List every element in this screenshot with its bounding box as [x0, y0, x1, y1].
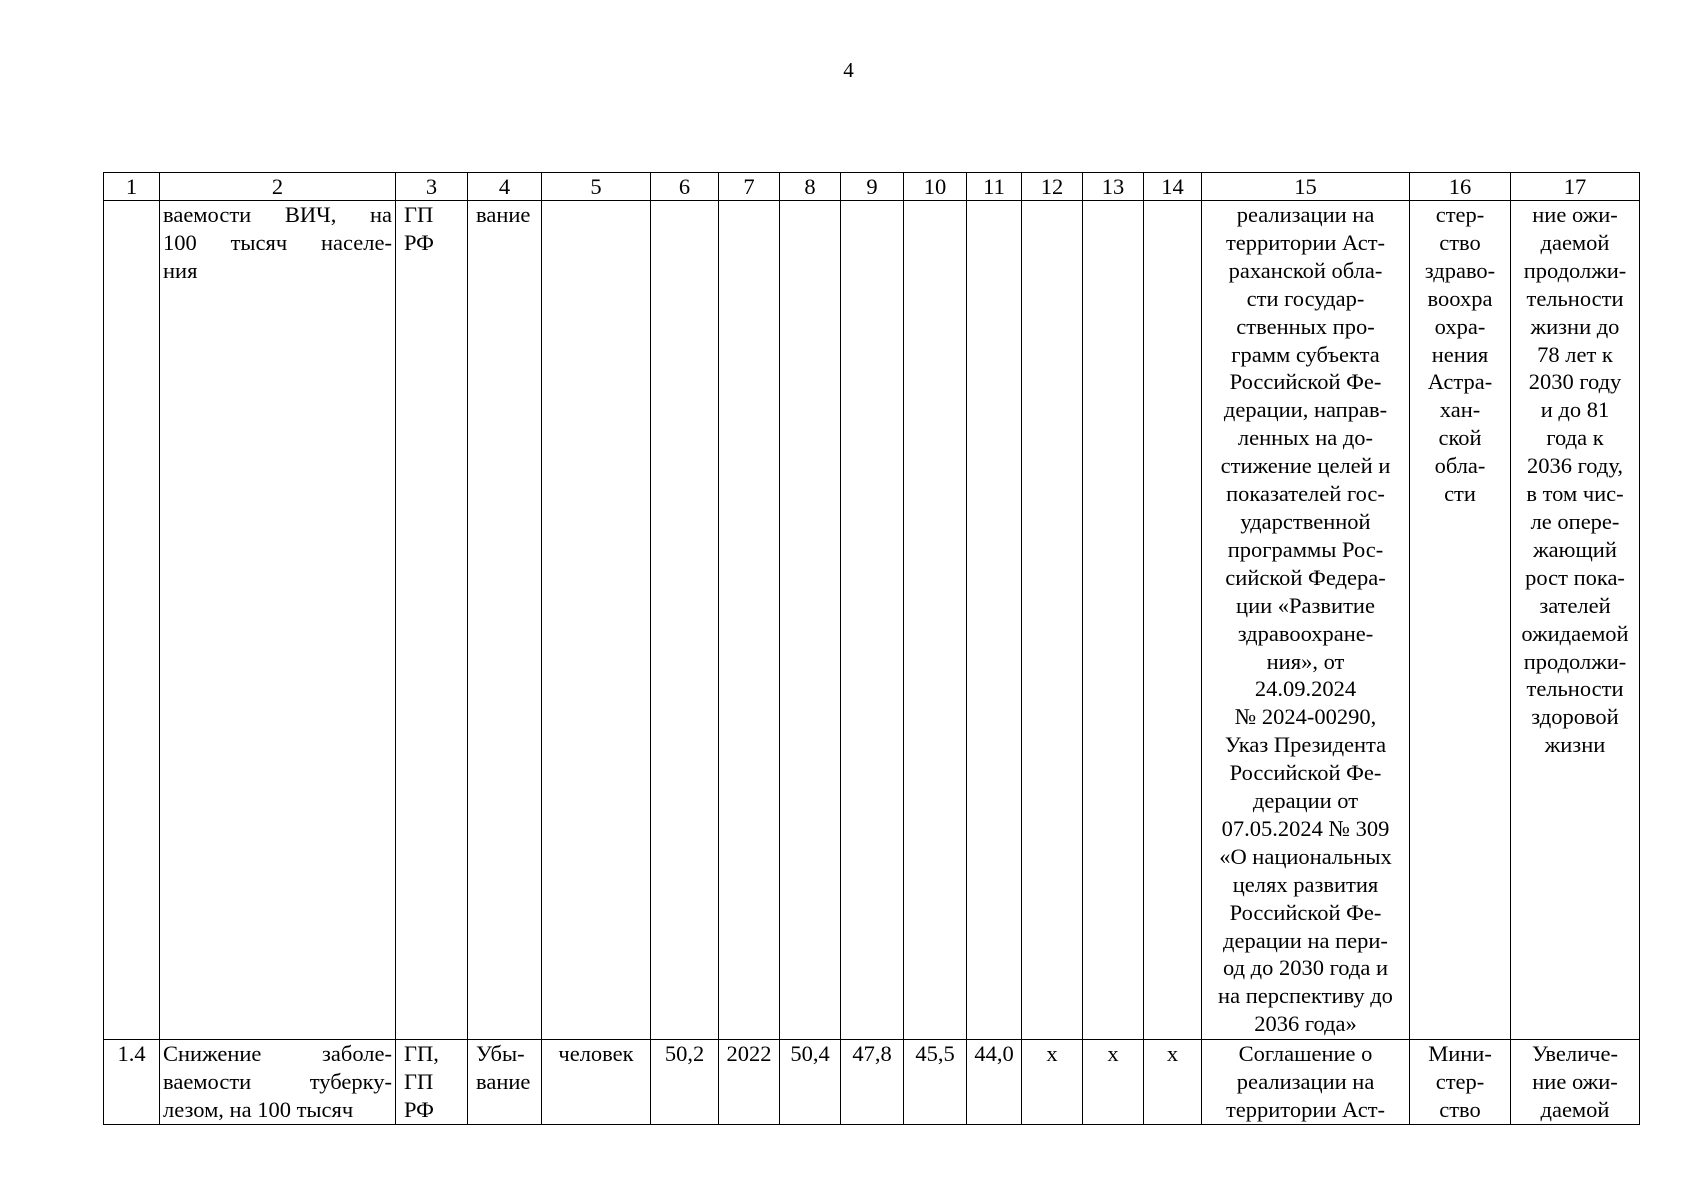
cell-text-line: показателей гос-	[1226, 481, 1385, 507]
col-number-cell: 2	[160, 173, 396, 201]
cell-text-line: жизни до	[1530, 313, 1620, 339]
cell-text-line: од до 2030 года и	[1223, 955, 1388, 981]
cell-text-line: жающий	[1533, 536, 1617, 562]
cell-text-line: хан-	[1439, 397, 1481, 423]
cell-text-line: сти государ-	[1246, 285, 1365, 311]
responsible-cell	[1410, 1040, 1511, 1125]
table-cell	[542, 201, 651, 1040]
page-number: 4	[843, 58, 854, 82]
cell-text-line: Мини-	[1428, 1041, 1492, 1066]
cell-text-line: ленных на до-	[1237, 425, 1374, 451]
year-cell	[719, 1040, 780, 1125]
table-cell	[396, 201, 468, 1040]
cell-text-line: здоровой	[1531, 704, 1619, 730]
table-cell	[396, 1040, 468, 1125]
cell-text-line: 2036 году,	[1527, 453, 1623, 479]
col-number-cell: 5	[542, 173, 651, 201]
cell-text-line: дерации, направ-	[1223, 397, 1388, 423]
table-cell	[967, 201, 1022, 1040]
cell-text-line: ство	[1439, 229, 1481, 255]
cell-text-line: 100 тысяч населе-	[163, 229, 392, 255]
col-number-cell: 13	[1083, 173, 1144, 201]
cell-text-line: вание	[476, 1068, 531, 1094]
cell-text-line: обла-	[1434, 453, 1486, 479]
cell-text-line: 78 лет к	[1537, 341, 1613, 367]
cell-text-line: ваемости туберку-	[163, 1068, 392, 1094]
table-cell	[104, 201, 160, 1040]
table-cell	[904, 201, 967, 1040]
col-number-cell: 8	[780, 173, 841, 201]
cell-text-line: зателей	[1539, 592, 1611, 618]
value-cell	[651, 1040, 719, 1125]
cell-text-line: Указ Президента	[1224, 732, 1387, 758]
cell-text-line: 45,5	[915, 1041, 955, 1066]
col-number-cell: 3	[396, 173, 468, 201]
cell-text-line: 2022	[726, 1041, 772, 1066]
cell-text-line: ство	[1439, 1096, 1481, 1122]
cell-text-line: воохра	[1427, 285, 1493, 311]
cell-text-line: даемой	[1540, 229, 1610, 255]
cell-text-line: Российской Фе-	[1229, 899, 1382, 925]
cell-text-line: на перспективу до	[1218, 983, 1393, 1009]
cell-text-line: в том чис-	[1526, 481, 1624, 507]
cell-text-line: Российской Фе-	[1229, 369, 1382, 395]
cell-text-line: 2030 году	[1528, 369, 1622, 395]
col-number-cell: 15	[1202, 173, 1410, 201]
table-row-1-4	[104, 1040, 1640, 1125]
cell-text-line: грамм субъекта	[1231, 341, 1380, 367]
cell-text-line: ние ожи-	[1532, 202, 1618, 227]
table-cell	[780, 201, 841, 1040]
cell-text-line: ожидаемой	[1521, 620, 1629, 646]
document-reference-cell	[1202, 201, 1410, 1040]
cell-text-line: Российской Фе-	[1229, 760, 1382, 786]
cell-text-line: дерации на пери-	[1223, 927, 1388, 953]
cell-text-line: здравоохране-	[1237, 620, 1374, 646]
value-cell	[1144, 1040, 1202, 1125]
cell-text-line: даемой	[1540, 1096, 1610, 1122]
cell-text-line: ГП	[404, 202, 434, 227]
cell-text-line: Астра-	[1427, 369, 1493, 395]
goal-link-cell	[1511, 201, 1640, 1040]
value-cell	[1083, 1040, 1144, 1125]
cell-text-line: программы Рос-	[1227, 536, 1384, 562]
cell-text-line: человек	[558, 1041, 634, 1066]
cell-text-line: реализации на	[1236, 1068, 1375, 1094]
cell-text-line: х	[1107, 1041, 1119, 1066]
col-number-cell: 7	[719, 173, 780, 201]
cell-text-line: ской	[1438, 425, 1482, 451]
unit-cell	[542, 1040, 651, 1125]
table-cell	[1144, 201, 1202, 1040]
cell-text-line: ударственной	[1240, 508, 1371, 534]
col-number-cell: 16	[1410, 173, 1511, 201]
cell-text-line: дерации от	[1252, 788, 1359, 814]
cell-text-line: «О национальных	[1219, 843, 1392, 869]
col-number-cell: 1	[104, 173, 160, 201]
cell-text-line: раханской обла-	[1228, 257, 1383, 283]
cell-text-line: ваемости ВИЧ, на	[163, 202, 392, 227]
table-cell	[468, 201, 542, 1040]
cell-text-line: 2036 года»	[1254, 1011, 1357, 1037]
col-number-cell: 12	[1022, 173, 1083, 201]
cell-text-line: РФ	[404, 229, 434, 255]
cell-text-line: ния	[163, 257, 198, 283]
cell-text-line: продолжи-	[1523, 257, 1627, 283]
cell-text-line: вание	[476, 202, 531, 227]
column-number-row	[104, 173, 1640, 201]
col-number-cell: 6	[651, 173, 719, 201]
cell-text-line: РФ	[404, 1096, 434, 1122]
cell-text-line: ния», от	[1266, 648, 1345, 674]
cell-text-line: Снижение заболе-	[163, 1041, 392, 1066]
value-cell	[1022, 1040, 1083, 1125]
value-cell	[967, 1040, 1022, 1125]
cell-text-line: охра-	[1434, 313, 1486, 339]
col-number-cell: 11	[967, 173, 1022, 201]
cell-text-line: нения	[1431, 341, 1489, 367]
cell-text-line: стер-	[1435, 1068, 1485, 1094]
cell-text-line: сти	[1444, 481, 1476, 507]
table-cell	[651, 201, 719, 1040]
document-reference-cell	[1202, 1040, 1410, 1125]
cell-text-line: здраво-	[1424, 257, 1496, 283]
indicator-name-cell	[160, 1040, 396, 1125]
cell-text-line: 50,4	[790, 1041, 830, 1066]
table-cell	[1083, 201, 1144, 1040]
value-cell	[841, 1040, 904, 1125]
table-cell	[841, 201, 904, 1040]
cell-text-line: 50,2	[664, 1041, 705, 1066]
cell-text-line: 24.09.2024	[1254, 676, 1357, 702]
cell-text-line: Соглашение о	[1238, 1041, 1373, 1066]
cell-text-line: года к	[1546, 425, 1604, 451]
cell-text-line: Увеличе-	[1532, 1041, 1618, 1066]
cell-text-line: Убы-	[476, 1041, 525, 1066]
cell-text-line: жизни	[1544, 732, 1606, 758]
cell-text-line: 1.4	[117, 1041, 146, 1066]
value-cell	[904, 1040, 967, 1125]
cell-text-line: № 2024-00290,	[1234, 704, 1377, 730]
cell-text-line: ГП,	[404, 1041, 439, 1066]
cell-text-line: стижение целей и	[1220, 453, 1391, 479]
col-number-cell: 4	[468, 173, 542, 201]
table-cell	[1022, 201, 1083, 1040]
table-cell	[468, 1040, 542, 1125]
cell-text-line: и до 81	[1540, 397, 1610, 423]
table-cell	[719, 201, 780, 1040]
cell-text-line: ние ожи-	[1532, 1068, 1618, 1094]
cell-text-line: 44,0	[974, 1041, 1014, 1066]
cell-text-line: рост пока-	[1525, 564, 1625, 590]
cell-text-line: территории Аст-	[1225, 1096, 1386, 1122]
cell-text-line: тельности	[1526, 676, 1624, 702]
cell-text-line: реализации на	[1236, 202, 1375, 227]
cell-text-line: ле опере-	[1530, 508, 1620, 534]
col-number-cell: 10	[904, 173, 967, 201]
cell-text-line: ции «Развитие	[1236, 592, 1375, 618]
cell-text-line: стер-	[1435, 202, 1485, 227]
cell-text-line: х	[1046, 1041, 1058, 1066]
row-number-cell	[104, 1040, 160, 1125]
cell-text-line: сийской Федера-	[1225, 564, 1386, 590]
col-number-cell: 17	[1511, 173, 1640, 201]
cell-text-line: х	[1166, 1041, 1179, 1066]
cell-text-line: 07.05.2024 № 309	[1221, 815, 1390, 841]
value-cell	[780, 1040, 841, 1125]
goal-link-cell	[1511, 1040, 1640, 1125]
cell-text-line: тельности	[1526, 285, 1624, 311]
responsible-cell	[1410, 201, 1511, 1040]
table-row-continued	[104, 201, 1640, 1040]
col-number-cell: 14	[1144, 173, 1202, 201]
col-number-cell: 9	[841, 173, 904, 201]
cell-text-line: ГП	[404, 1068, 434, 1094]
cell-text-line: лезом, на 100 тысяч	[163, 1096, 354, 1122]
cell-text-line: 47,8	[852, 1041, 892, 1066]
cell-text-line: территории Аст-	[1225, 229, 1386, 255]
cell-text-line: целях развития	[1232, 871, 1379, 897]
indicator-name-cell	[160, 201, 396, 1040]
document-table	[103, 172, 1640, 1125]
cell-text-line: продолжи-	[1523, 648, 1627, 674]
cell-text-line: ственных про-	[1236, 313, 1375, 339]
